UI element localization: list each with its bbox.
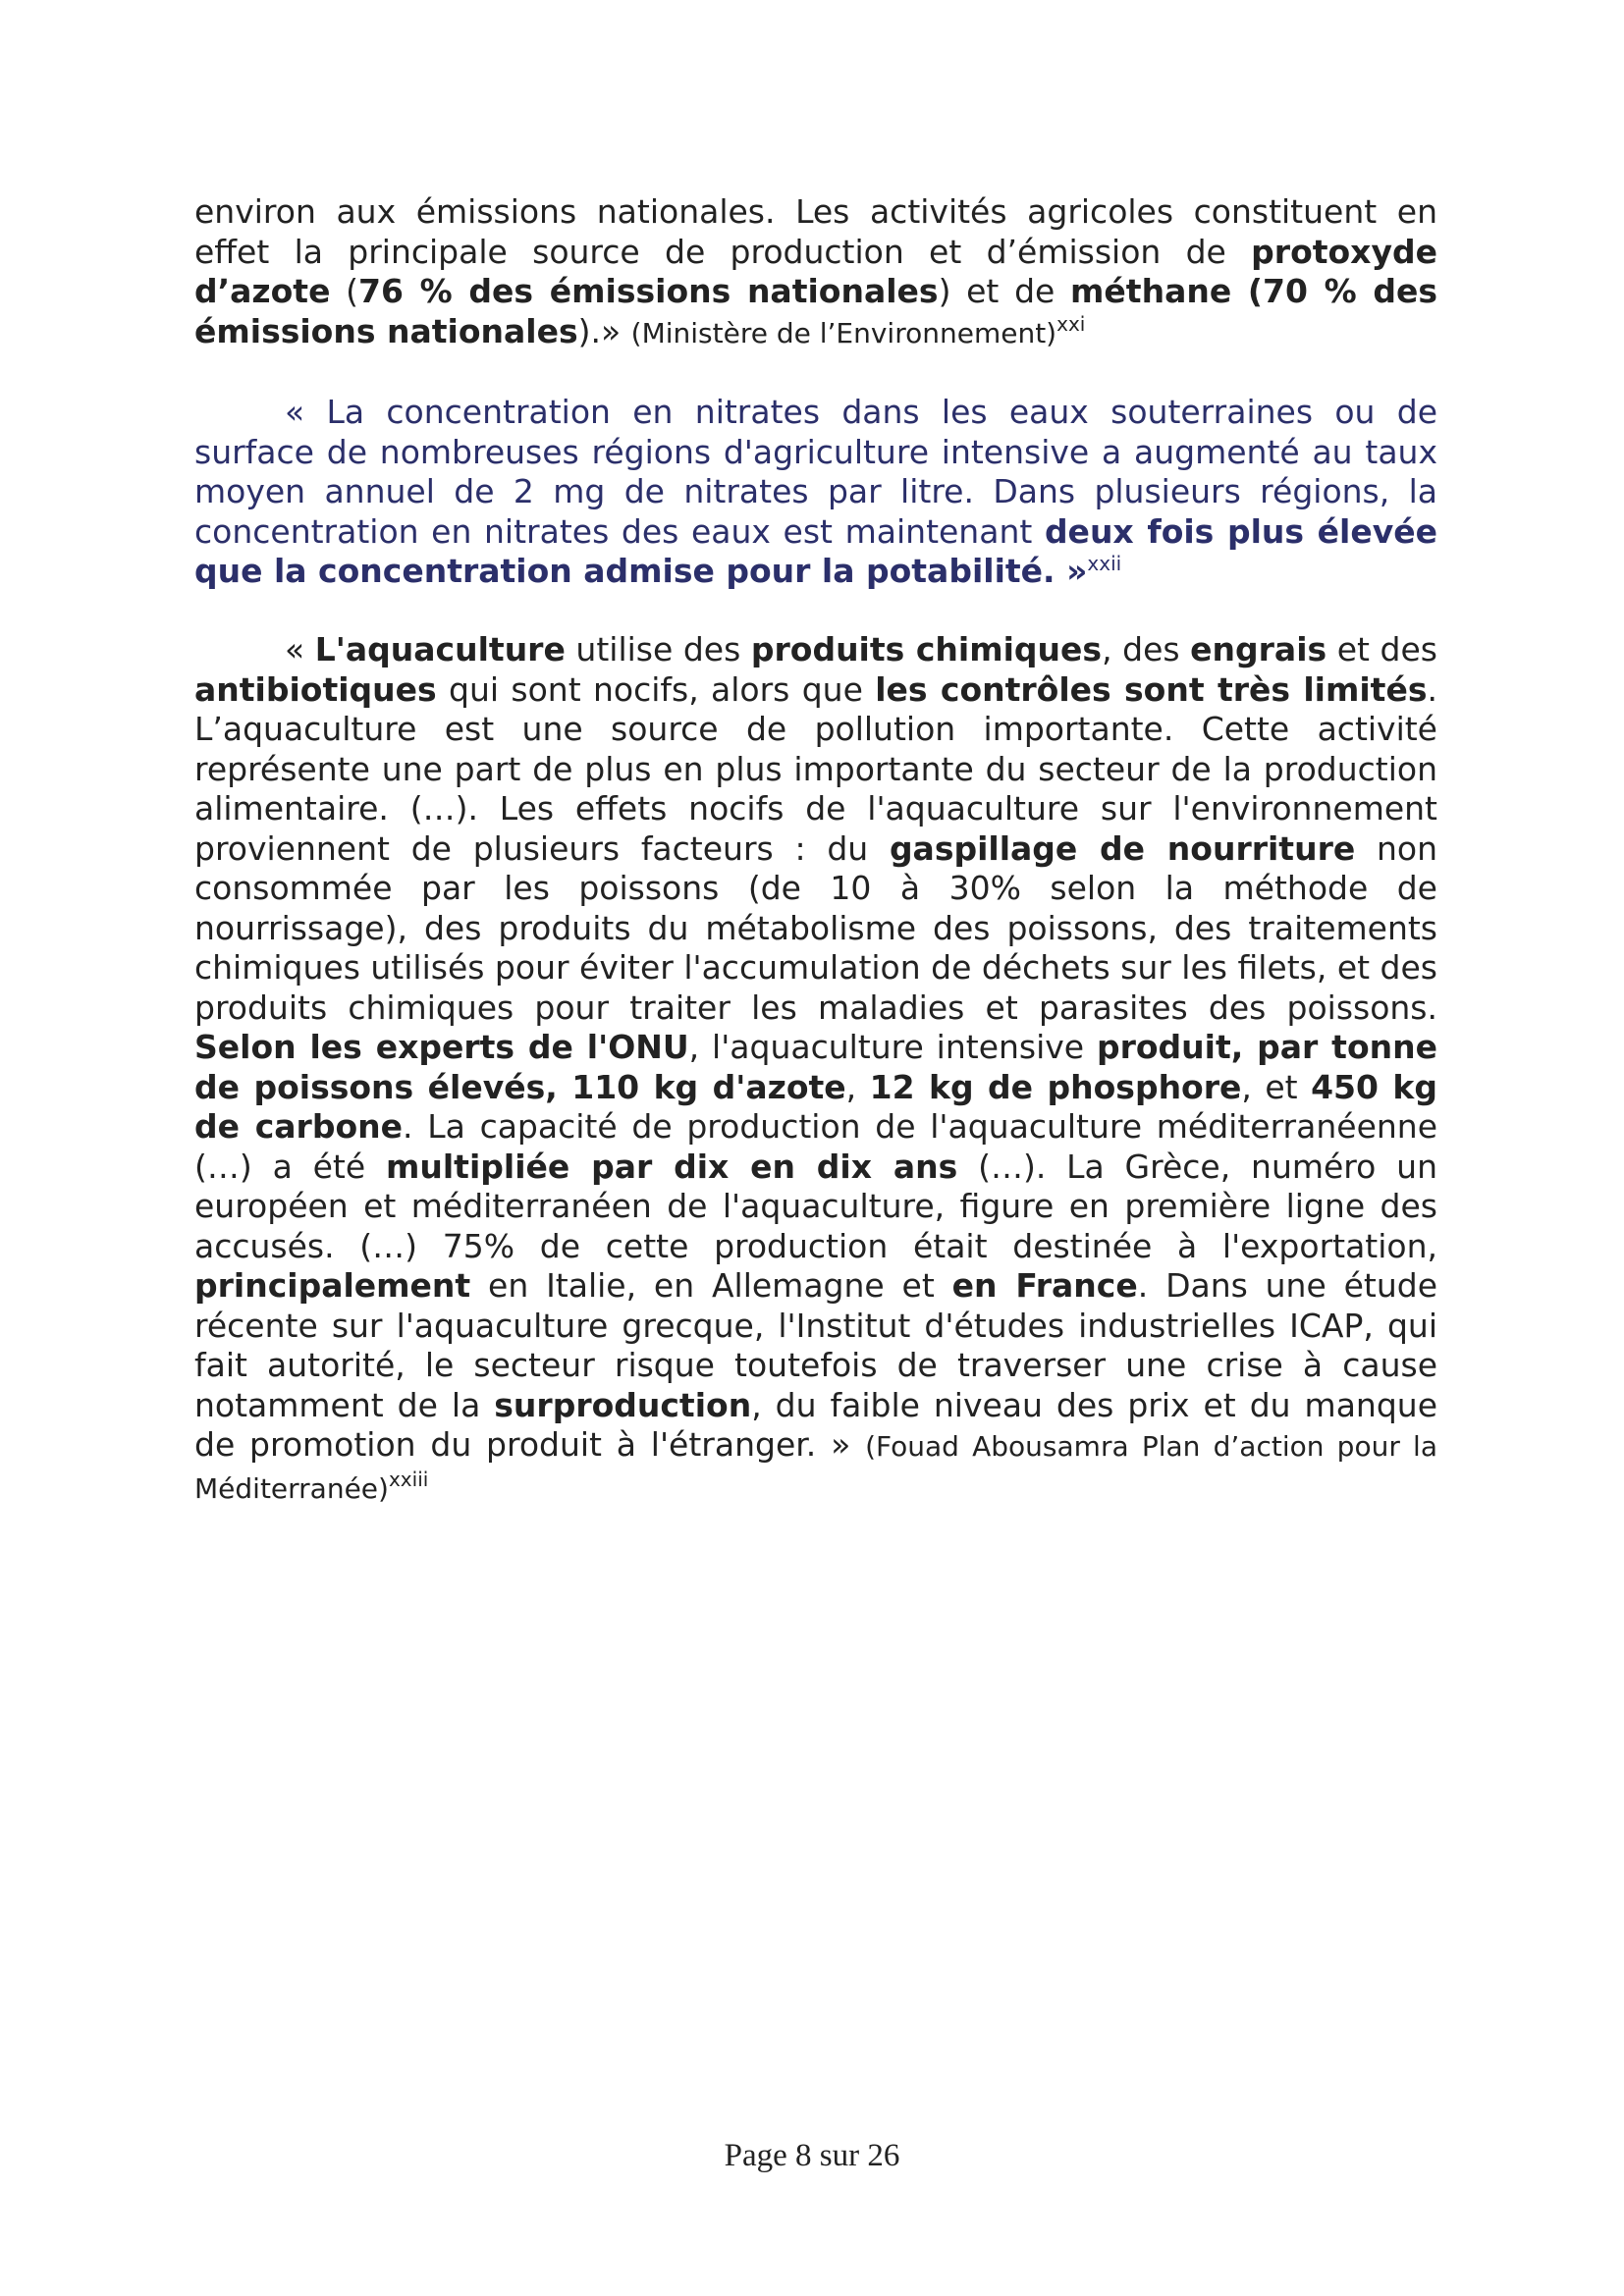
bold-text: antibiotiques bbox=[194, 669, 437, 709]
paragraph-text: . L’aquaculture est une source de pollution importante. Cette activité représente une part de plus en plus importante du secteur de la production alimentaire. (…). Les effets nocifs de l'aquaculture sur l'environnement proviennent de plusieurs facteurs : du bbox=[194, 669, 1437, 868]
bold-text: en France bbox=[951, 1266, 1138, 1305]
bold-text: Selon les experts de l'ONU bbox=[194, 1028, 689, 1066]
bold-text: gaspillage de nourriture bbox=[889, 828, 1356, 868]
paragraph-text: « La concentration en nitrates dans les eaux souterraines ou de surface de nombreuses régions d'agriculture intensive a augmenté au taux moyen annuel de 2 mg de nitrates par litre. Dans plusieurs régions, la concentration en nitrates des eaux est maintenant bbox=[194, 393, 1437, 551]
paragraph-text: , et bbox=[1241, 1067, 1312, 1106]
bold-text: 76 % des émissions nationales bbox=[358, 272, 939, 310]
paragraph-aquaculture-quote bbox=[194, 630, 1437, 1509]
bold-text: engrais bbox=[1190, 630, 1327, 668]
paragraph-text: ).» bbox=[577, 311, 631, 350]
footnote-reference: xxi bbox=[1056, 311, 1086, 336]
page-number-footer: Page 8 sur 26 bbox=[724, 2138, 900, 2173]
paragraph-text: (…). La Grèce, numéro un européen et méditerranéen de l'aquaculture, figure en première ligne des accusés. (…) 75% de cette production était destinée à l'exportation, bbox=[194, 1147, 1437, 1265]
bold-text: 12 kg de phosphore bbox=[869, 1067, 1242, 1106]
paragraph-nitrates-quote bbox=[194, 393, 1437, 592]
paragraph-text: . Dans une étude récente sur l'aquaculture grecque, l'Institut d'études industrielles ICAP, qui fait autorité, le secteur risque toutefois de traverser une crise à cause notamment de la bbox=[194, 1266, 1438, 1424]
paragraph-text: , bbox=[845, 1067, 870, 1106]
bold-text: surproduction bbox=[494, 1385, 752, 1424]
paragraph-text: non consommée par les poissons (de 10 à 30% selon la méthode de nourrissage), des produits du métabolisme des poissons, des traitements chimiques utilisés pour éviter l'accumulation de déchets sur les filets, et des produits chimiques pour traiter les maladies et parasites des poissons. bbox=[194, 828, 1437, 1027]
paragraph-emissions bbox=[194, 192, 1437, 353]
bold-text: deux fois plus élevée que la concentration admise pour la potabilité. » bbox=[194, 511, 1437, 590]
paragraph-text: utilise des bbox=[565, 630, 751, 668]
paragraph-text: . La capacité de production de l'aquaculture méditerranéenne (…) a été bbox=[194, 1107, 1438, 1186]
bold-text: principalement bbox=[194, 1266, 471, 1305]
paragraph-text: et des bbox=[1326, 630, 1437, 668]
bold-text: 450 kg de carbone bbox=[194, 1067, 1437, 1146]
citation-source: (Fouad Abousamra Plan d’action pour la Méditerranée) bbox=[194, 1430, 1437, 1505]
paragraph-text: , du faible niveau des prix et du manque de promotion du produit à l'étranger. » bbox=[194, 1385, 1437, 1464]
citation-source: (Ministère de l’Environnement) bbox=[630, 316, 1057, 349]
bold-text: produit, par tonne de poissons élevés, 110 kg d'azote bbox=[194, 1028, 1437, 1106]
paragraph-text: qui sont nocifs, alors que bbox=[436, 669, 876, 709]
paragraph-text: , des bbox=[1102, 630, 1191, 668]
footnote-reference: xxii bbox=[1087, 552, 1122, 575]
paragraph-text: en Italie, en Allemagne et bbox=[470, 1266, 952, 1305]
bold-text: produits chimiques bbox=[750, 630, 1103, 668]
paragraph-text: , l'aquaculture intensive bbox=[688, 1028, 1097, 1066]
bold-text: multipliée par dix en dix ans bbox=[385, 1147, 958, 1186]
bold-text: L'aquaculture bbox=[314, 630, 566, 668]
bold-text: protoxyde d’azote bbox=[194, 232, 1437, 310]
bold-text: méthane (70 % des émissions nationales bbox=[194, 272, 1438, 350]
bold-text: les contrôles sont très limités bbox=[875, 669, 1428, 709]
paragraph-text: « bbox=[285, 630, 315, 668]
paragraph-text: ( bbox=[330, 272, 359, 310]
paragraph-text: environ aux émissions nationales. Les activités agricoles constituent en effet la principale source de production et d’émission de bbox=[194, 192, 1437, 271]
footnote-reference: xxiii bbox=[388, 1467, 429, 1491]
paragraph-text: ) et de bbox=[938, 272, 1071, 310]
